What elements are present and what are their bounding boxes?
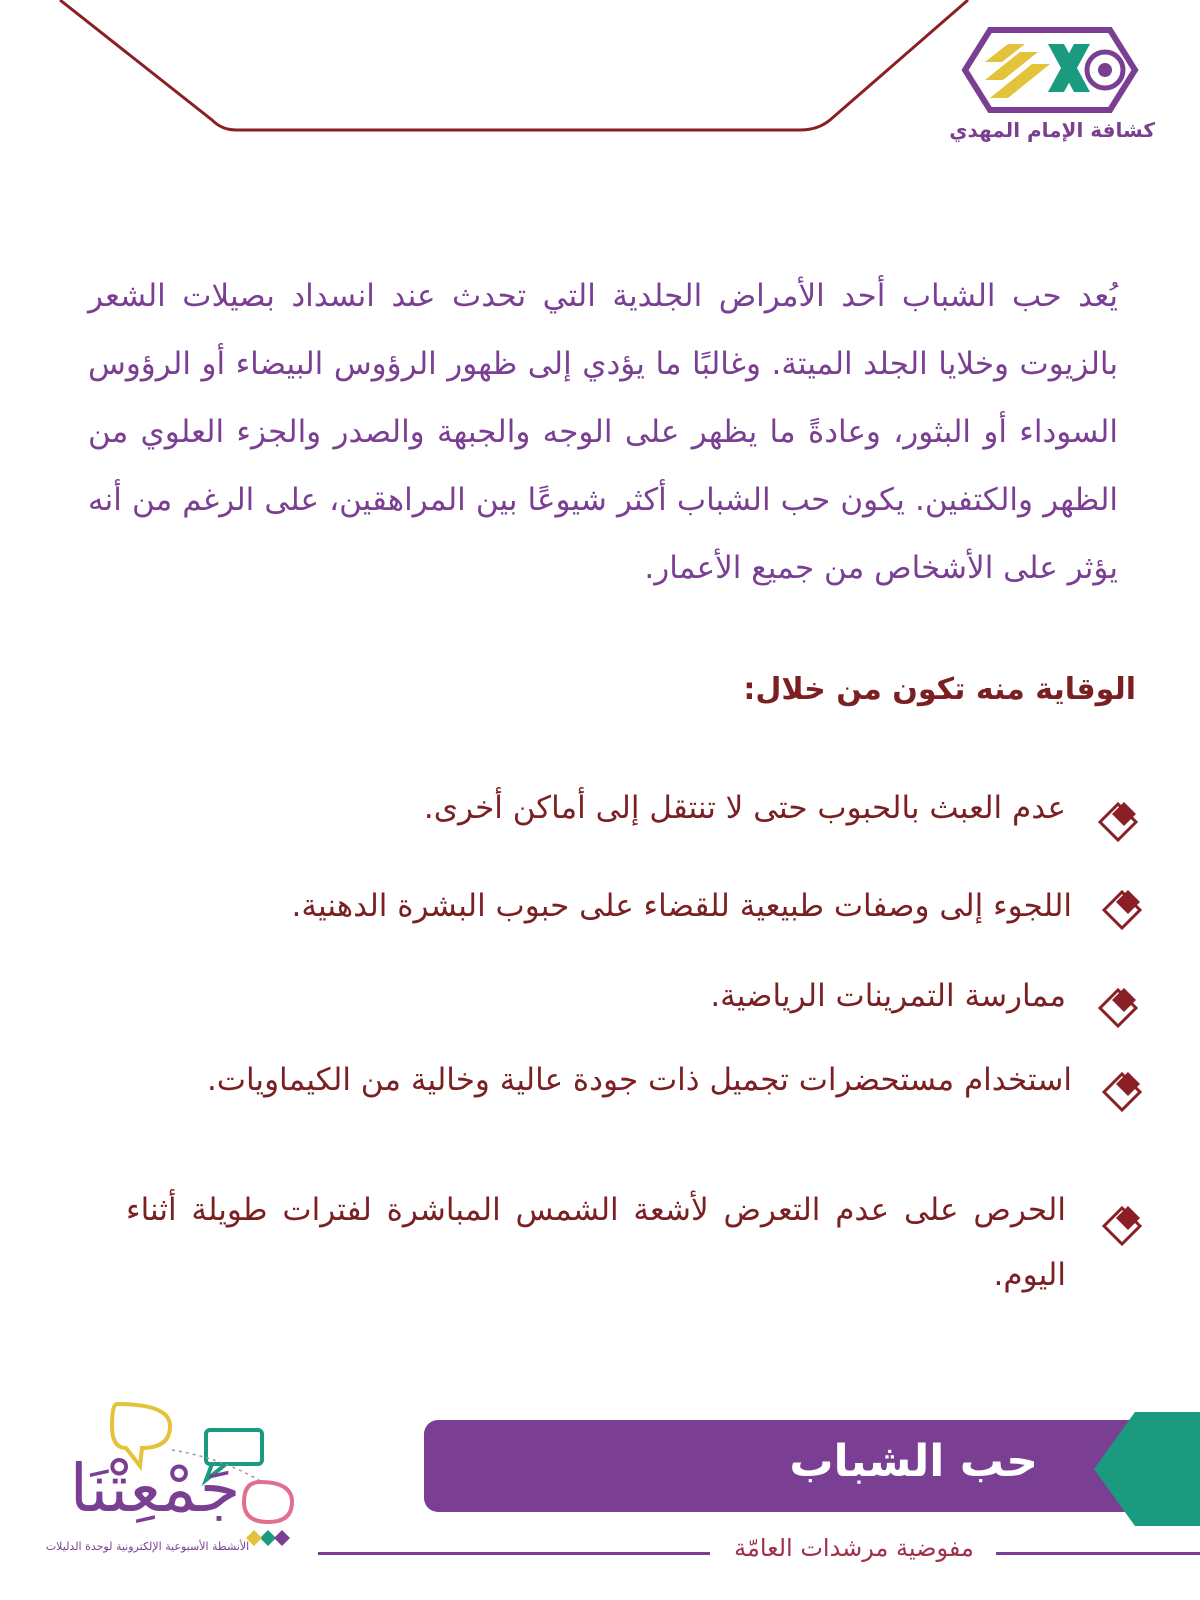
diamond-bullet-icon bbox=[1096, 986, 1140, 1040]
diamond-bullet-icon bbox=[1096, 800, 1140, 854]
footer-divider bbox=[996, 1552, 1200, 1555]
header-logo-text: كشافة الإمام المهدي bbox=[949, 118, 1155, 142]
list-item: اللجوء إلى وصفات طبيعية للقضاء على حبوب البشرة الدهنية. bbox=[291, 888, 1072, 924]
list-item: عدم العبث بالحبوب حتى لا تنتقل إلى أماكن أخرى. bbox=[423, 790, 1066, 826]
prevention-heading: الوقاية منه تكون من خلال: bbox=[743, 672, 1136, 707]
list-item: الحرص على عدم التعرض لأشعة الشمس المباشرة لفترات طويلة أثناء اليوم. bbox=[126, 1192, 1066, 1293]
footer-divider bbox=[318, 1552, 710, 1555]
list-item: استخدام مستحضرات تجميل ذات جودة عالية وخالية من الكيماويات. bbox=[206, 1062, 1072, 1098]
diamond-bullet-icon bbox=[1100, 1204, 1144, 1258]
diamond-bullet-icon bbox=[1100, 888, 1144, 942]
diamond-bullet-icon bbox=[1100, 1070, 1144, 1124]
page-title: حب الشباب bbox=[789, 1436, 1038, 1487]
intro-paragraph: يُعد حب الشباب أحد الأمراض الجلدية التي تحدث عند انسداد بصيلات الشعر بالزيوت وخلايا الجلد الميتة. وغالبًا ما يؤدي إلى ظهور الرؤوس البيضاء أو الرؤوس السوداء أو البثور، وعادةً ما يظهر على الوجه والجبهة والصدر والجزء العلوي من الظهر والكتفين. يكون حب الشباب أكثر شيوعًا بين المراهقين، على الرغم من أنه يؤثر على الأشخاص من جميع الأعمار. bbox=[88, 278, 1118, 586]
brand-caption: الأنشطة الأسبوعية الإلكترونية لوحدة الدليلات bbox=[45, 1540, 250, 1553]
brand-word: جَمْعِتْنَا bbox=[69, 1450, 241, 1527]
banner-accent-tab bbox=[1090, 1408, 1200, 1530]
footer-subtitle: مفوضية مرشدات العامّة bbox=[734, 1534, 974, 1562]
list-item: ممارسة التمرينات الرياضية. bbox=[710, 978, 1066, 1014]
